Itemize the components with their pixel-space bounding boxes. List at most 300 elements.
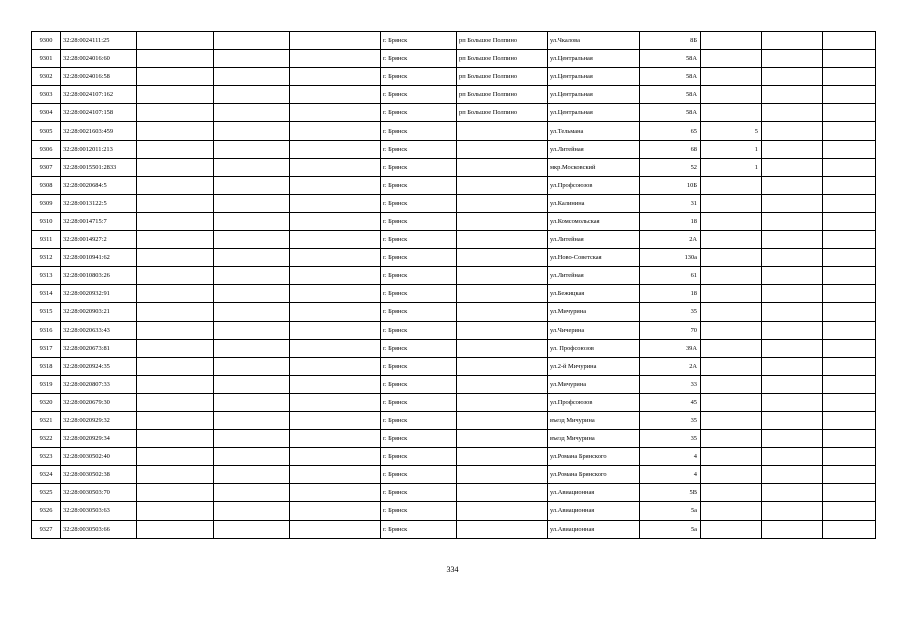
- cell-city: г. Брянск: [381, 86, 457, 104]
- cell-empty: [290, 411, 381, 429]
- cell-empty: [137, 68, 214, 86]
- cell-district: [457, 140, 548, 158]
- table-row: [32, 140, 876, 158]
- cell-empty: [137, 267, 214, 285]
- cell-empty: [290, 393, 381, 411]
- table-row: [32, 375, 876, 393]
- cell-row-number: 9303: [32, 86, 61, 104]
- cell-cadastral-number: 32:28:0020929:34: [61, 430, 137, 448]
- cell-empty: [762, 158, 823, 176]
- cell-empty: [762, 466, 823, 484]
- cell-empty: [762, 68, 823, 86]
- cell-empty: [290, 430, 381, 448]
- cell-empty: [137, 484, 214, 502]
- cell-city: г. Брянск: [381, 411, 457, 429]
- cell-house-number: 58А: [640, 50, 701, 68]
- table-row: [32, 194, 876, 212]
- cell-city: г. Брянск: [381, 249, 457, 267]
- cell-cadastral-number: 32:28:0020679:30: [61, 393, 137, 411]
- cell-street: ул.Романа Брянского: [548, 448, 640, 466]
- cell-street: ул.Авиационная: [548, 484, 640, 502]
- table-row: [32, 285, 876, 303]
- cell-street: ул.Калинина: [548, 194, 640, 212]
- cell-empty: [214, 68, 290, 86]
- page-number: 334: [446, 565, 459, 574]
- cell-house-number: 65: [640, 122, 701, 140]
- cell-empty: [762, 484, 823, 502]
- cell-empty: [762, 393, 823, 411]
- cell-empty: [762, 430, 823, 448]
- cell-empty: [214, 339, 290, 357]
- cell-unit: [701, 86, 762, 104]
- cell-empty: [137, 466, 214, 484]
- cell-street: въезд Мичурина: [548, 411, 640, 429]
- table-row: [32, 176, 876, 194]
- cell-empty: [137, 375, 214, 393]
- cell-empty: [762, 339, 823, 357]
- cell-city: г. Брянск: [381, 122, 457, 140]
- cell-city: г. Брянск: [381, 520, 457, 538]
- cell-empty: [290, 303, 381, 321]
- table-row: [32, 50, 876, 68]
- cell-empty: [214, 194, 290, 212]
- cell-city: г. Брянск: [381, 32, 457, 50]
- cell-street: въезд Мичурина: [548, 430, 640, 448]
- cell-empty: [290, 104, 381, 122]
- cell-district: [457, 212, 548, 230]
- cell-empty: [214, 375, 290, 393]
- cell-row-number: 9306: [32, 140, 61, 158]
- cell-empty: [762, 212, 823, 230]
- cell-street: ул.Мичурина: [548, 303, 640, 321]
- cell-empty: [290, 520, 381, 538]
- cell-empty: [762, 32, 823, 50]
- cell-district: [457, 339, 548, 357]
- cell-row-number: 9316: [32, 321, 61, 339]
- cell-row-number: 9308: [32, 176, 61, 194]
- cell-empty: [762, 231, 823, 249]
- cell-cadastral-number: 32:28:0014715:7: [61, 212, 137, 230]
- cell-row-number: 9307: [32, 158, 61, 176]
- cell-empty: [823, 484, 876, 502]
- cell-cadastral-number: 32:28:0030503:70: [61, 484, 137, 502]
- cell-empty: [137, 321, 214, 339]
- cell-empty: [762, 86, 823, 104]
- cell-cadastral-number: 32:28:0021603:459: [61, 122, 137, 140]
- cell-district: рп Большое Полпино: [457, 32, 548, 50]
- cell-district: [457, 430, 548, 448]
- cell-empty: [290, 194, 381, 212]
- cell-unit: [701, 430, 762, 448]
- cell-empty: [823, 466, 876, 484]
- cell-empty: [214, 176, 290, 194]
- cell-empty: [762, 448, 823, 466]
- registry-table: [31, 31, 876, 539]
- cell-district: [457, 194, 548, 212]
- cell-district: [457, 448, 548, 466]
- cell-unit: 1: [701, 158, 762, 176]
- cell-unit: [701, 176, 762, 194]
- cell-row-number: 9312: [32, 249, 61, 267]
- table-row: [32, 448, 876, 466]
- cell-empty: [290, 321, 381, 339]
- cell-empty: [214, 484, 290, 502]
- table-row: [32, 32, 876, 50]
- cell-empty: [823, 321, 876, 339]
- cell-unit: [701, 357, 762, 375]
- cell-district: [457, 375, 548, 393]
- cell-district: [457, 303, 548, 321]
- cell-empty: [137, 140, 214, 158]
- cell-street: ул.Комсомольская: [548, 212, 640, 230]
- cell-empty: [137, 194, 214, 212]
- cell-street: ул.Центральная: [548, 68, 640, 86]
- cell-cadastral-number: 32:28:0024107:162: [61, 86, 137, 104]
- cell-unit: [701, 231, 762, 249]
- cell-house-number: 4: [640, 466, 701, 484]
- cell-street: ул.Ново-Советская: [548, 249, 640, 267]
- cell-empty: [137, 411, 214, 429]
- table-row: [32, 321, 876, 339]
- cell-empty: [823, 140, 876, 158]
- cell-empty: [214, 86, 290, 104]
- cell-row-number: 9314: [32, 285, 61, 303]
- cell-empty: [214, 122, 290, 140]
- cell-empty: [290, 502, 381, 520]
- cell-empty: [823, 375, 876, 393]
- cell-empty: [214, 32, 290, 50]
- cell-unit: [701, 321, 762, 339]
- cell-empty: [290, 249, 381, 267]
- cell-empty: [214, 321, 290, 339]
- cell-house-number: 61: [640, 267, 701, 285]
- table-row: [32, 484, 876, 502]
- cell-house-number: 5В: [640, 484, 701, 502]
- cell-empty: [823, 86, 876, 104]
- cell-district: [457, 484, 548, 502]
- cell-row-number: 9327: [32, 520, 61, 538]
- cell-street: ул.Романа Брянского: [548, 466, 640, 484]
- cell-street: мкр.Московский: [548, 158, 640, 176]
- cell-house-number: 10Б: [640, 176, 701, 194]
- cell-unit: [701, 104, 762, 122]
- cell-empty: [137, 430, 214, 448]
- cell-city: г. Брянск: [381, 212, 457, 230]
- cell-city: г. Брянск: [381, 393, 457, 411]
- table-row: [32, 393, 876, 411]
- cell-unit: [701, 285, 762, 303]
- cell-district: [457, 285, 548, 303]
- cell-street: ул.Центральная: [548, 50, 640, 68]
- cell-empty: [214, 411, 290, 429]
- cell-empty: [823, 249, 876, 267]
- cell-district: [457, 357, 548, 375]
- cell-empty: [214, 466, 290, 484]
- cell-unit: [701, 303, 762, 321]
- cell-city: г. Брянск: [381, 466, 457, 484]
- cell-district: [457, 520, 548, 538]
- cell-empty: [823, 68, 876, 86]
- cell-street: ул.Центральная: [548, 104, 640, 122]
- table-row: [32, 502, 876, 520]
- cell-unit: [701, 520, 762, 538]
- cell-street: ул.Литейная: [548, 267, 640, 285]
- cell-empty: [214, 285, 290, 303]
- table-row: [32, 339, 876, 357]
- cell-city: г. Брянск: [381, 50, 457, 68]
- cell-row-number: 9301: [32, 50, 61, 68]
- cell-empty: [290, 339, 381, 357]
- cell-empty: [823, 212, 876, 230]
- cell-cadastral-number: 32:28:0020929:32: [61, 411, 137, 429]
- cell-empty: [823, 303, 876, 321]
- cell-empty: [762, 520, 823, 538]
- cell-row-number: 9317: [32, 339, 61, 357]
- cell-row-number: 9320: [32, 393, 61, 411]
- cell-cadastral-number: 32:28:0024107:158: [61, 104, 137, 122]
- cell-house-number: 18: [640, 212, 701, 230]
- cell-house-number: 130а: [640, 249, 701, 267]
- cell-street: ул. Профсоюзов: [548, 339, 640, 357]
- table-row: [32, 231, 876, 249]
- cell-empty: [823, 339, 876, 357]
- cell-empty: [762, 176, 823, 194]
- table-row: [32, 104, 876, 122]
- cell-cadastral-number: 32:28:0024016:58: [61, 68, 137, 86]
- cell-cadastral-number: 32:28:0030503:63: [61, 502, 137, 520]
- table-row: [32, 86, 876, 104]
- table-row: [32, 411, 876, 429]
- cell-house-number: 52: [640, 158, 701, 176]
- cell-city: г. Брянск: [381, 194, 457, 212]
- cell-empty: [137, 158, 214, 176]
- cell-unit: [701, 448, 762, 466]
- cell-cadastral-number: 32:28:0030502:40: [61, 448, 137, 466]
- cell-empty: [823, 176, 876, 194]
- cell-empty: [762, 122, 823, 140]
- cell-house-number: 58А: [640, 86, 701, 104]
- cell-row-number: 9315: [32, 303, 61, 321]
- cell-city: г. Брянск: [381, 375, 457, 393]
- cell-house-number: 2А: [640, 357, 701, 375]
- cell-empty: [290, 212, 381, 230]
- cell-row-number: 9305: [32, 122, 61, 140]
- cell-empty: [290, 50, 381, 68]
- cell-house-number: 39А: [640, 339, 701, 357]
- cell-row-number: 9326: [32, 502, 61, 520]
- cell-empty: [290, 285, 381, 303]
- cell-house-number: 5а: [640, 520, 701, 538]
- cell-cadastral-number: 32:28:0020807:33: [61, 375, 137, 393]
- cell-empty: [137, 104, 214, 122]
- cell-empty: [137, 32, 214, 50]
- cell-empty: [762, 321, 823, 339]
- cell-empty: [214, 158, 290, 176]
- table-row: [32, 303, 876, 321]
- cell-empty: [137, 249, 214, 267]
- cell-cadastral-number: 32:28:0020903:21: [61, 303, 137, 321]
- cell-city: г. Брянск: [381, 339, 457, 357]
- cell-empty: [137, 50, 214, 68]
- cell-empty: [762, 140, 823, 158]
- cell-street: ул.Чичерина: [548, 321, 640, 339]
- cell-unit: [701, 68, 762, 86]
- cell-city: г. Брянск: [381, 321, 457, 339]
- cell-empty: [823, 502, 876, 520]
- cell-empty: [290, 466, 381, 484]
- table-row: [32, 466, 876, 484]
- cell-district: [457, 249, 548, 267]
- cell-empty: [762, 50, 823, 68]
- cell-empty: [823, 122, 876, 140]
- cell-unit: [701, 212, 762, 230]
- cell-street: ул.Тельмана: [548, 122, 640, 140]
- table-body: [32, 32, 876, 539]
- cell-street: ул.Центральная: [548, 86, 640, 104]
- cell-house-number: 35: [640, 430, 701, 448]
- cell-empty: [823, 448, 876, 466]
- table-row: [32, 357, 876, 375]
- cell-district: [457, 393, 548, 411]
- cell-empty: [823, 411, 876, 429]
- cell-street: ул.Мичурина: [548, 375, 640, 393]
- cell-district: [457, 502, 548, 520]
- cell-empty: [290, 357, 381, 375]
- cell-row-number: 9311: [32, 231, 61, 249]
- cell-district: [457, 267, 548, 285]
- cell-unit: [701, 249, 762, 267]
- cell-street: ул.Профсоюзов: [548, 176, 640, 194]
- cell-house-number: 68: [640, 140, 701, 158]
- cell-city: г. Брянск: [381, 430, 457, 448]
- cell-city: г. Брянск: [381, 357, 457, 375]
- cell-unit: [701, 502, 762, 520]
- cell-street: ул.Чкалова: [548, 32, 640, 50]
- cell-empty: [823, 430, 876, 448]
- cell-empty: [290, 267, 381, 285]
- cell-house-number: 5а: [640, 502, 701, 520]
- cell-district: [457, 411, 548, 429]
- cell-empty: [137, 357, 214, 375]
- cell-district: рп Большое Полпино: [457, 68, 548, 86]
- cell-district: [457, 231, 548, 249]
- cell-cadastral-number: 32:28:0030502:38: [61, 466, 137, 484]
- cell-empty: [290, 32, 381, 50]
- cell-empty: [762, 194, 823, 212]
- cell-row-number: 9302: [32, 68, 61, 86]
- cell-street: ул.Профсоюзов: [548, 393, 640, 411]
- cell-empty: [214, 231, 290, 249]
- cell-city: г. Брянск: [381, 285, 457, 303]
- table-row: [32, 158, 876, 176]
- cell-empty: [823, 231, 876, 249]
- cell-empty: [214, 267, 290, 285]
- cell-city: г. Брянск: [381, 303, 457, 321]
- cell-unit: [701, 466, 762, 484]
- cell-empty: [823, 357, 876, 375]
- cell-empty: [214, 50, 290, 68]
- cell-street: ул.Литейная: [548, 231, 640, 249]
- cell-empty: [214, 430, 290, 448]
- cell-district: [457, 122, 548, 140]
- cell-cadastral-number: 32:28:0024016:60: [61, 50, 137, 68]
- cell-cadastral-number: 32:28:0013122:5: [61, 194, 137, 212]
- cell-empty: [823, 520, 876, 538]
- cell-empty: [823, 104, 876, 122]
- cell-city: г. Брянск: [381, 502, 457, 520]
- cell-unit: [701, 50, 762, 68]
- cell-empty: [137, 502, 214, 520]
- cell-empty: [290, 231, 381, 249]
- cell-empty: [214, 212, 290, 230]
- cell-cadastral-number: 32:28:0012011:213: [61, 140, 137, 158]
- table-row: [32, 267, 876, 285]
- table-row: [32, 249, 876, 267]
- cell-unit: [701, 339, 762, 357]
- cell-unit: 5: [701, 122, 762, 140]
- cell-empty: [214, 140, 290, 158]
- cell-empty: [823, 194, 876, 212]
- cell-empty: [137, 176, 214, 194]
- cell-district: рп Большое Полпино: [457, 50, 548, 68]
- cell-cadastral-number: 32:28:0030503:66: [61, 520, 137, 538]
- cell-house-number: 35: [640, 303, 701, 321]
- cell-empty: [290, 68, 381, 86]
- cell-empty: [290, 140, 381, 158]
- cell-house-number: 8Б: [640, 32, 701, 50]
- cell-city: г. Брянск: [381, 267, 457, 285]
- cell-empty: [137, 231, 214, 249]
- cell-empty: [137, 86, 214, 104]
- cell-street: ул.Авиационная: [548, 502, 640, 520]
- cell-city: г. Брянск: [381, 158, 457, 176]
- cell-empty: [290, 448, 381, 466]
- cell-house-number: 2А: [640, 231, 701, 249]
- cell-house-number: 35: [640, 411, 701, 429]
- cell-empty: [762, 285, 823, 303]
- cell-empty: [823, 32, 876, 50]
- cell-empty: [823, 285, 876, 303]
- cell-row-number: 9310: [32, 212, 61, 230]
- cell-row-number: 9309: [32, 194, 61, 212]
- cell-empty: [762, 502, 823, 520]
- cell-district: [457, 158, 548, 176]
- cell-cadastral-number: 32:28:0020932:91: [61, 285, 137, 303]
- cell-cadastral-number: 32:28:0010941:62: [61, 249, 137, 267]
- cell-empty: [137, 122, 214, 140]
- cell-empty: [137, 212, 214, 230]
- cell-city: г. Брянск: [381, 484, 457, 502]
- cell-city: г. Брянск: [381, 68, 457, 86]
- cell-empty: [762, 411, 823, 429]
- cell-row-number: 9318: [32, 357, 61, 375]
- cell-cadastral-number: 32:28:0020924:35: [61, 357, 137, 375]
- cell-empty: [214, 448, 290, 466]
- cell-row-number: 9321: [32, 411, 61, 429]
- cell-unit: [701, 375, 762, 393]
- cell-empty: [214, 303, 290, 321]
- cell-empty: [137, 448, 214, 466]
- cell-house-number: 70: [640, 321, 701, 339]
- cell-empty: [762, 357, 823, 375]
- cell-unit: [701, 393, 762, 411]
- cell-empty: [290, 484, 381, 502]
- cell-street: ул.2-й Мичурина: [548, 357, 640, 375]
- cell-empty: [290, 176, 381, 194]
- cell-street: ул.Литейная: [548, 140, 640, 158]
- cell-house-number: 58А: [640, 68, 701, 86]
- cell-city: г. Брянск: [381, 231, 457, 249]
